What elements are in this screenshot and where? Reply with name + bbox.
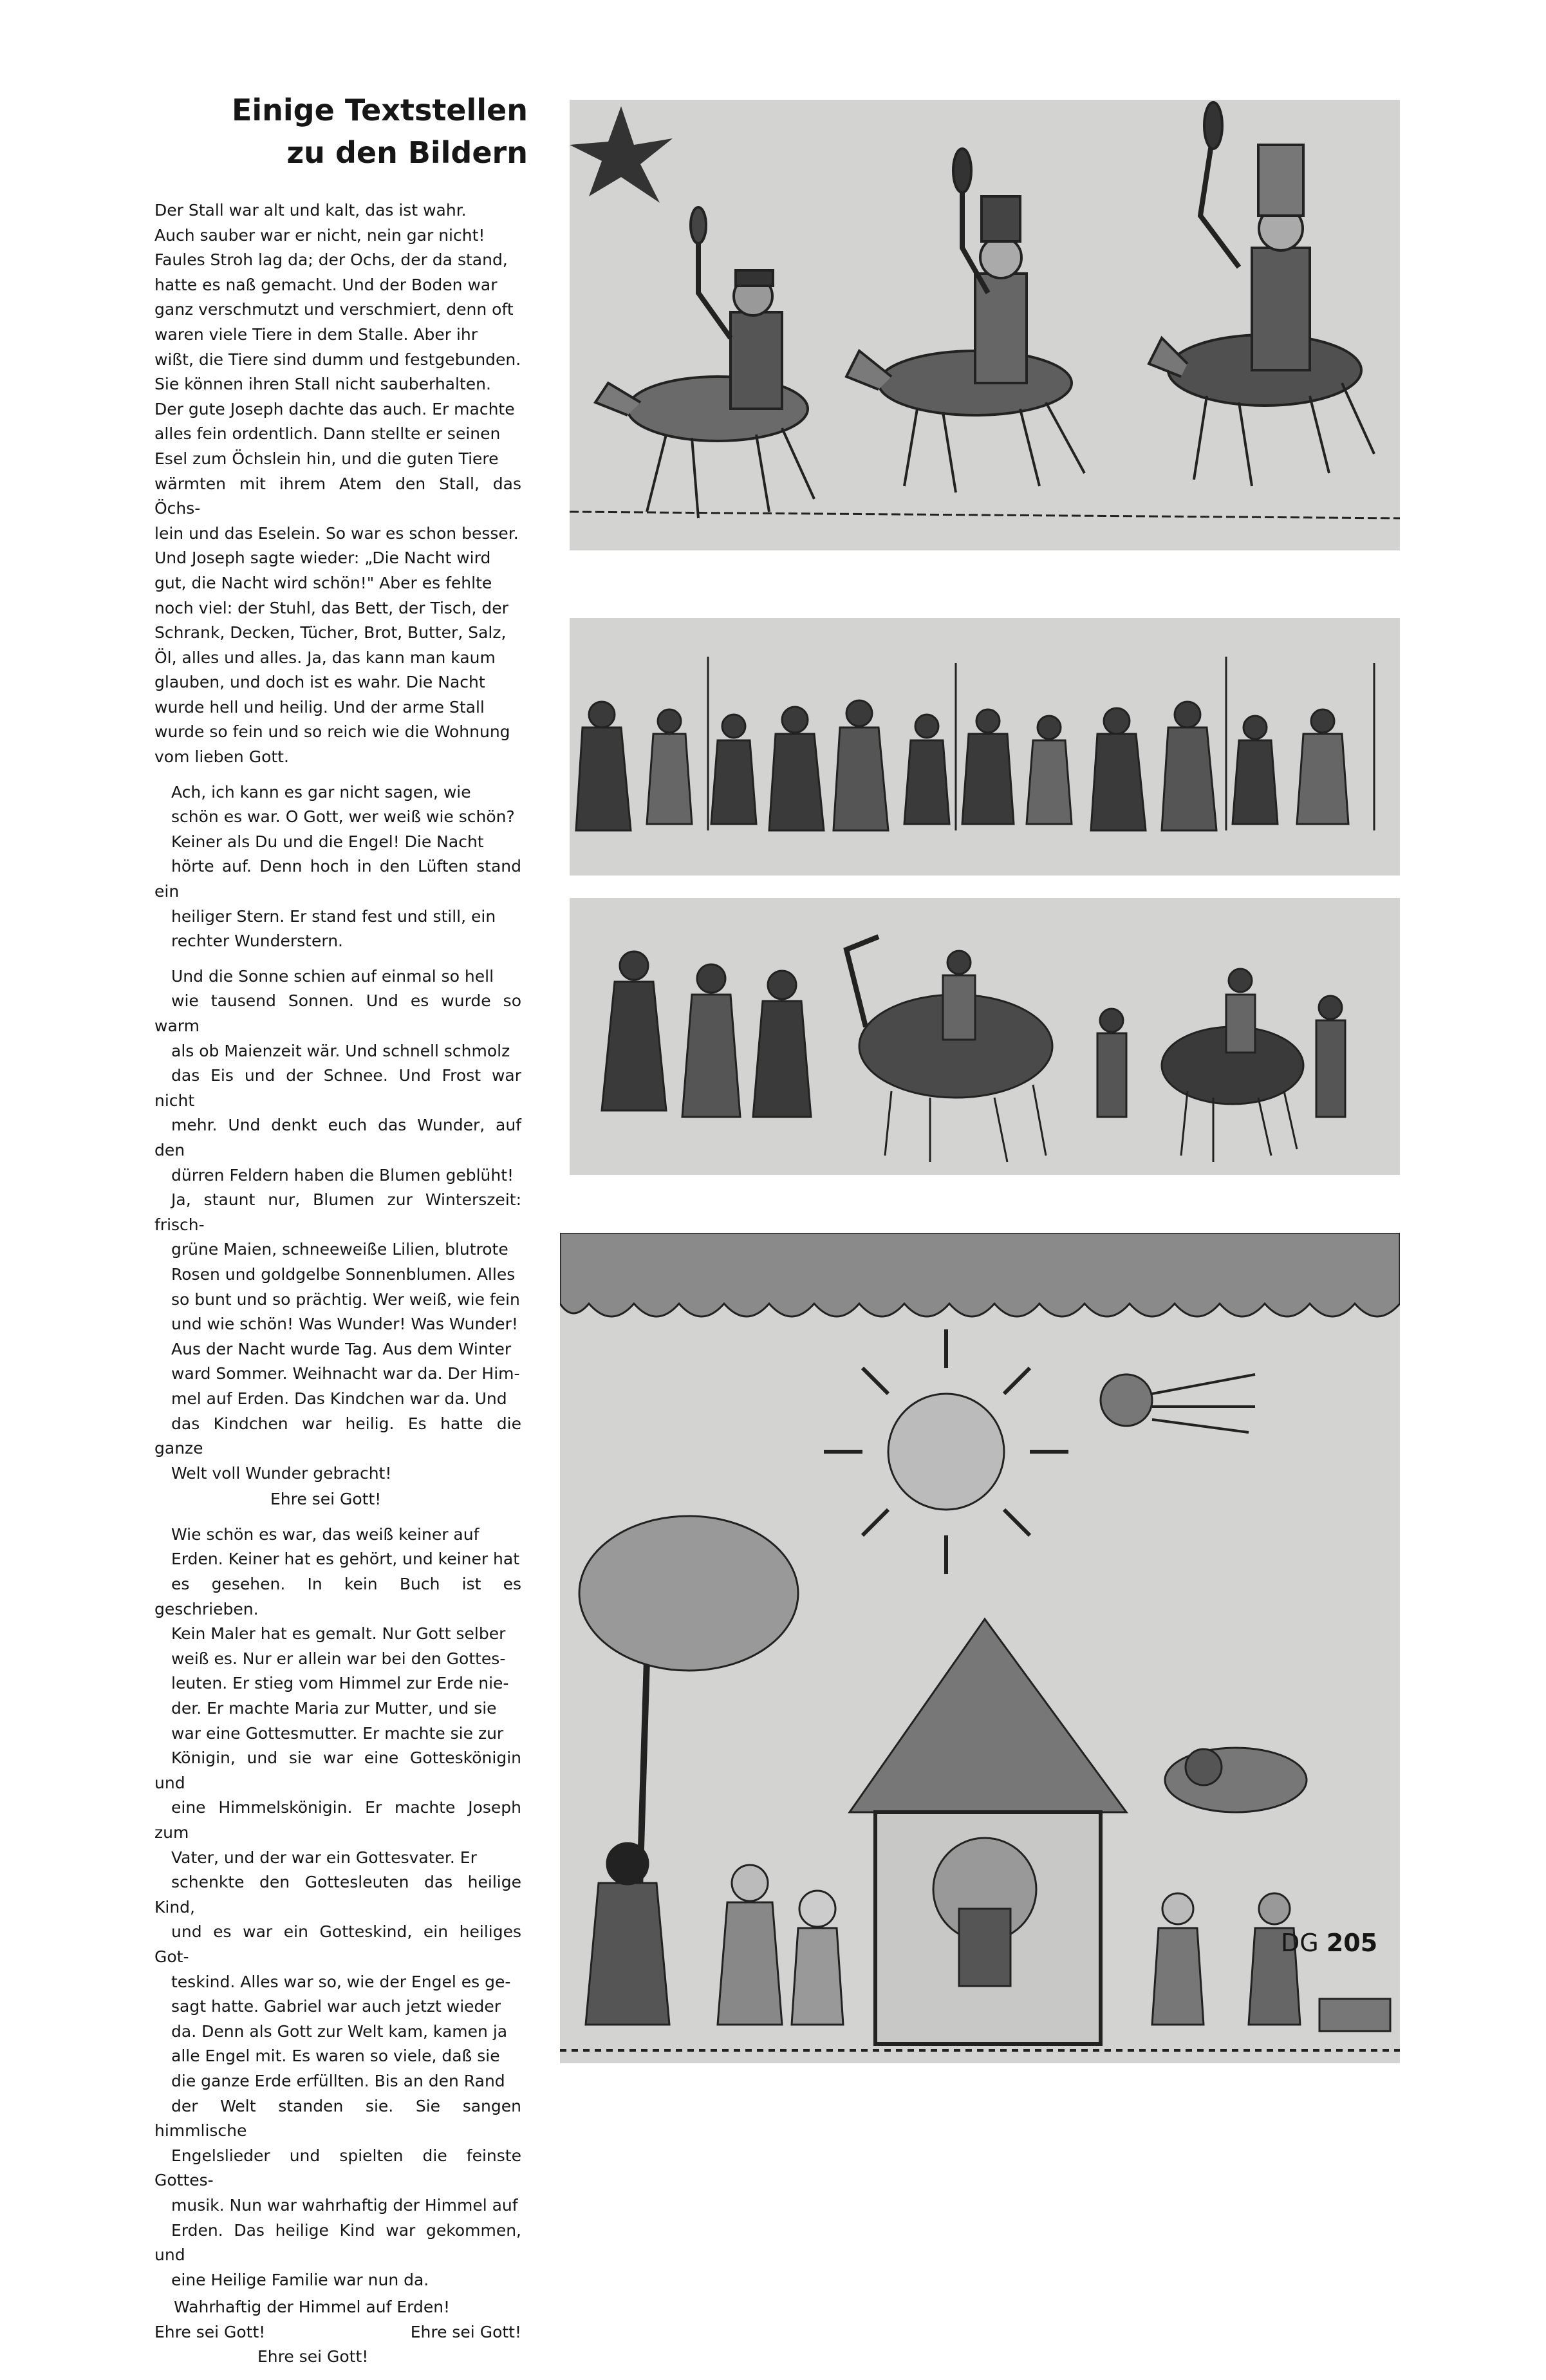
text-line: weiß es. Nur er allein war bei den Gottes- [171,1649,506,1668]
text-line: wurde hell und heilig. Und der arme Stall [154,697,485,717]
text-line: der. Er machte Maria zur Mutter, und sie [171,1699,497,1718]
text-line: schön es war. O Gott, wer weiß wie schön? [171,807,515,827]
walker [1097,1009,1126,1117]
exclamation-text: Ehre sei Gott! [270,1490,382,1509]
three-kings [602,951,811,1117]
horse-rider [1162,969,1345,1162]
text-line: waren viele Tiere in dem Stalle. Aber ihr [154,324,478,344]
text-line: heiliger Stern. Er stand fest und still, ein [171,906,496,926]
text-line: hörte auf. Denn hoch in den Lüften stand ein [154,857,521,901]
stable [850,1619,1126,2044]
closing-verses [154,2295,521,2370]
text-line: Esel zum Öchslein hin, und die guten Tiere [154,449,499,468]
text-line: sagt hatte. Gabriel war auch jetzt wieder [171,1997,501,2016]
rider-2 [846,149,1085,492]
text-line: Aus der Nacht wurde Tag. Aus dem Winter [171,1339,512,1358]
text-line: rechter Wunderstern. [171,932,343,951]
text-line: vom lieben Gott. [154,747,289,767]
paragraph-3 [154,964,521,1486]
text-line: alles fein ordentlich. Dann stellte er seinen [154,424,501,444]
text-line: gut, die Nacht wird schön!" Aber es fehlte [154,573,492,592]
text-line: Und Joseph sagte wieder: „Die Nacht wird [154,548,491,568]
article-body [154,198,521,2380]
text-line: Wie schön es war, das weiß keiner auf [171,1524,480,1544]
star-icon [570,106,673,203]
text-line: Erden. Keiner hat es gehört, und keiner hat [171,1550,520,1569]
text-line: Vater, und der war ein Gottesvater. Er [171,1848,477,1867]
closing-line-1: Wahrhaftig der Himmel auf Erden! [174,2298,451,2317]
text-line: Keiner als Du und die Engel! Die Nacht [171,832,484,851]
text-line: wärmten mit ihrem Atem den Stall, das Öchs- [154,474,521,518]
rider-3 [1149,102,1374,486]
text-line: so bunt und so prächtig. Wer weiß, wie fein [171,1289,520,1309]
illustration-caravan [570,898,1400,1175]
text-line: Engelslieder und spielten die feinste Gottes- [154,2146,521,2190]
text-line: Schrank, Decken, Tücher, Brot, Butter, Salz, [154,623,507,642]
text-line: schenkte den Gottesleuten das heilige Kind, [154,1873,521,1916]
camel-rider [846,937,1052,1162]
exclamation-line [154,1487,521,1512]
text-line: mel auf Erden. Das Kindchen war da. Und [171,1389,507,1408]
ground-line [570,512,1400,518]
text-line: Königin, und sie war eine Gotteskönigin und [154,1748,521,1792]
angel [1165,1748,1307,1812]
text-line: leuten. Er stieg vom Himmel zur Erde nie- [171,1674,509,1693]
text-line: Ach, ich kann es gar nicht sagen, wie [171,782,471,801]
paragraph-4 [154,1523,521,2292]
text-line: Der gute Joseph dachte das auch. Er machte [154,399,515,418]
text-line: Erden. Das heilige Kind war gekommen, und [154,2220,521,2265]
text-line: mehr. Und denkt euch das Wunder, auf den [154,1116,521,1159]
text-line: lein und das Eselein. So war es schon besser. [154,523,519,543]
sun-icon [888,1394,1004,1510]
illustration-kings-riding [570,100,1400,550]
text-line: und es war ein Gotteskind, ein heiliges Got- [154,1922,521,1966]
visitors [586,1843,843,2025]
text-line: teskind. Alles war so, wie der Engel es ge- [171,1972,511,1991]
text-line: ward Sommer. Weihnacht war da. Der Him- [171,1364,520,1383]
text-line: Ja, staunt nur, Blumen zur Winterszeit: frisch- [154,1190,521,1234]
text-line: das Eis und der Schnee. Und Frost war nicht [154,1066,521,1110]
figure-row [576,657,1374,830]
text-line: Öl, alles und alles. Ja, das kann man kaum [154,648,496,667]
heading-line-2: zu den Bildern [286,135,528,170]
text-line: wißt, die Tiere sind dumm und festgebunden. [154,350,521,369]
text-line: der Welt standen sie. Sie sangen himmlische [154,2096,521,2141]
text-line: dürren Feldern haben die Blumen geblüht! [171,1165,514,1185]
text-line: war eine Gottesmutter. Er machte sie zur [171,1723,504,1743]
text-line: musik. Nun war wahrhaftig der Himmel auf [171,2195,518,2215]
shepherds [1152,1893,1390,2031]
article-heading [129,89,528,174]
text-line: eine Himmelskönigin. Er machte Joseph zum [154,1798,521,1842]
text-line: Sie können ihren Stall nicht sauberhalten. [154,375,491,394]
illustration-nativity [560,1233,1400,2063]
rider-1 [595,207,814,518]
text-line: eine Heilige Familie war nun da. [171,2270,429,2289]
text-line: da. Denn als Gott zur Welt kam, kamen ja [171,2021,508,2041]
text-line: noch viel: der Stuhl, das Bett, der Tisch, der [154,598,508,617]
text-line: hatte es naß gemacht. Und der Boden war [154,275,498,294]
text-line: alle Engel mit. Es waren so viele, daß sie [171,2047,500,2066]
text-line: Kein Maler hat es gemalt. Nur Gott selber [171,1624,506,1644]
text-line: und wie schön! Was Wunder! Was Wunder! [171,1315,518,1334]
text-line: wie tausend Sonnen. Und es wurde so warm [154,991,521,1035]
paragraph-1 [154,198,521,770]
text-line: das Kindchen war heilig. Es hatte die ganze [154,1414,521,1458]
text-line: Rosen und goldgelbe Sonnenblumen. Alles [171,1264,516,1284]
text-line: es gesehen. In kein Buch ist es geschrieben. [154,1575,521,1618]
text-line: ganz verschmutzt und verschmiert, denn oft [154,300,514,319]
folio-prefix: DG [1281,1929,1319,1957]
illustration-procession [570,618,1400,876]
text-line: wurde so fein und so reich wie die Wohnung [154,722,510,742]
text-line: als ob Maienzeit wär. Und schnell schmolz [171,1041,510,1060]
page-folio [1281,1928,1377,1958]
page-number: 205 [1326,1929,1378,1957]
text-line: glauben, und doch ist es wahr. Die Nacht [154,673,485,692]
text-line: Und die Sonne schien auf einmal so hell [171,966,494,986]
text-line: Welt voll Wunder gebracht! [171,1463,392,1483]
text-line: Faules Stroh lag da; der Ochs, der da stand, [154,250,508,270]
closing-line-2-left: Ehre sei Gott! [154,2322,266,2341]
text-line: die ganze Erde erfüllten. Bis an den Rand [171,2071,505,2090]
paragraph-2 [154,780,521,954]
closing-line-2 [154,2320,521,2345]
text-line: grüne Maien, schneeweiße Lilien, blutrote [171,1240,508,1259]
comet-star-icon [1101,1374,1152,1426]
closing-line-2-right: Ehre sei Gott! [410,2322,521,2341]
heading-line-1: Einige Textstellen [231,93,528,127]
cloud-band [560,1233,1400,1316]
closing-line-3: Ehre sei Gott! [257,2347,369,2366]
text-line: Auch sauber war er nicht, nein gar nicht! [154,225,485,245]
text-line: Der Stall war alt und kalt, das ist wahr. [154,201,467,220]
